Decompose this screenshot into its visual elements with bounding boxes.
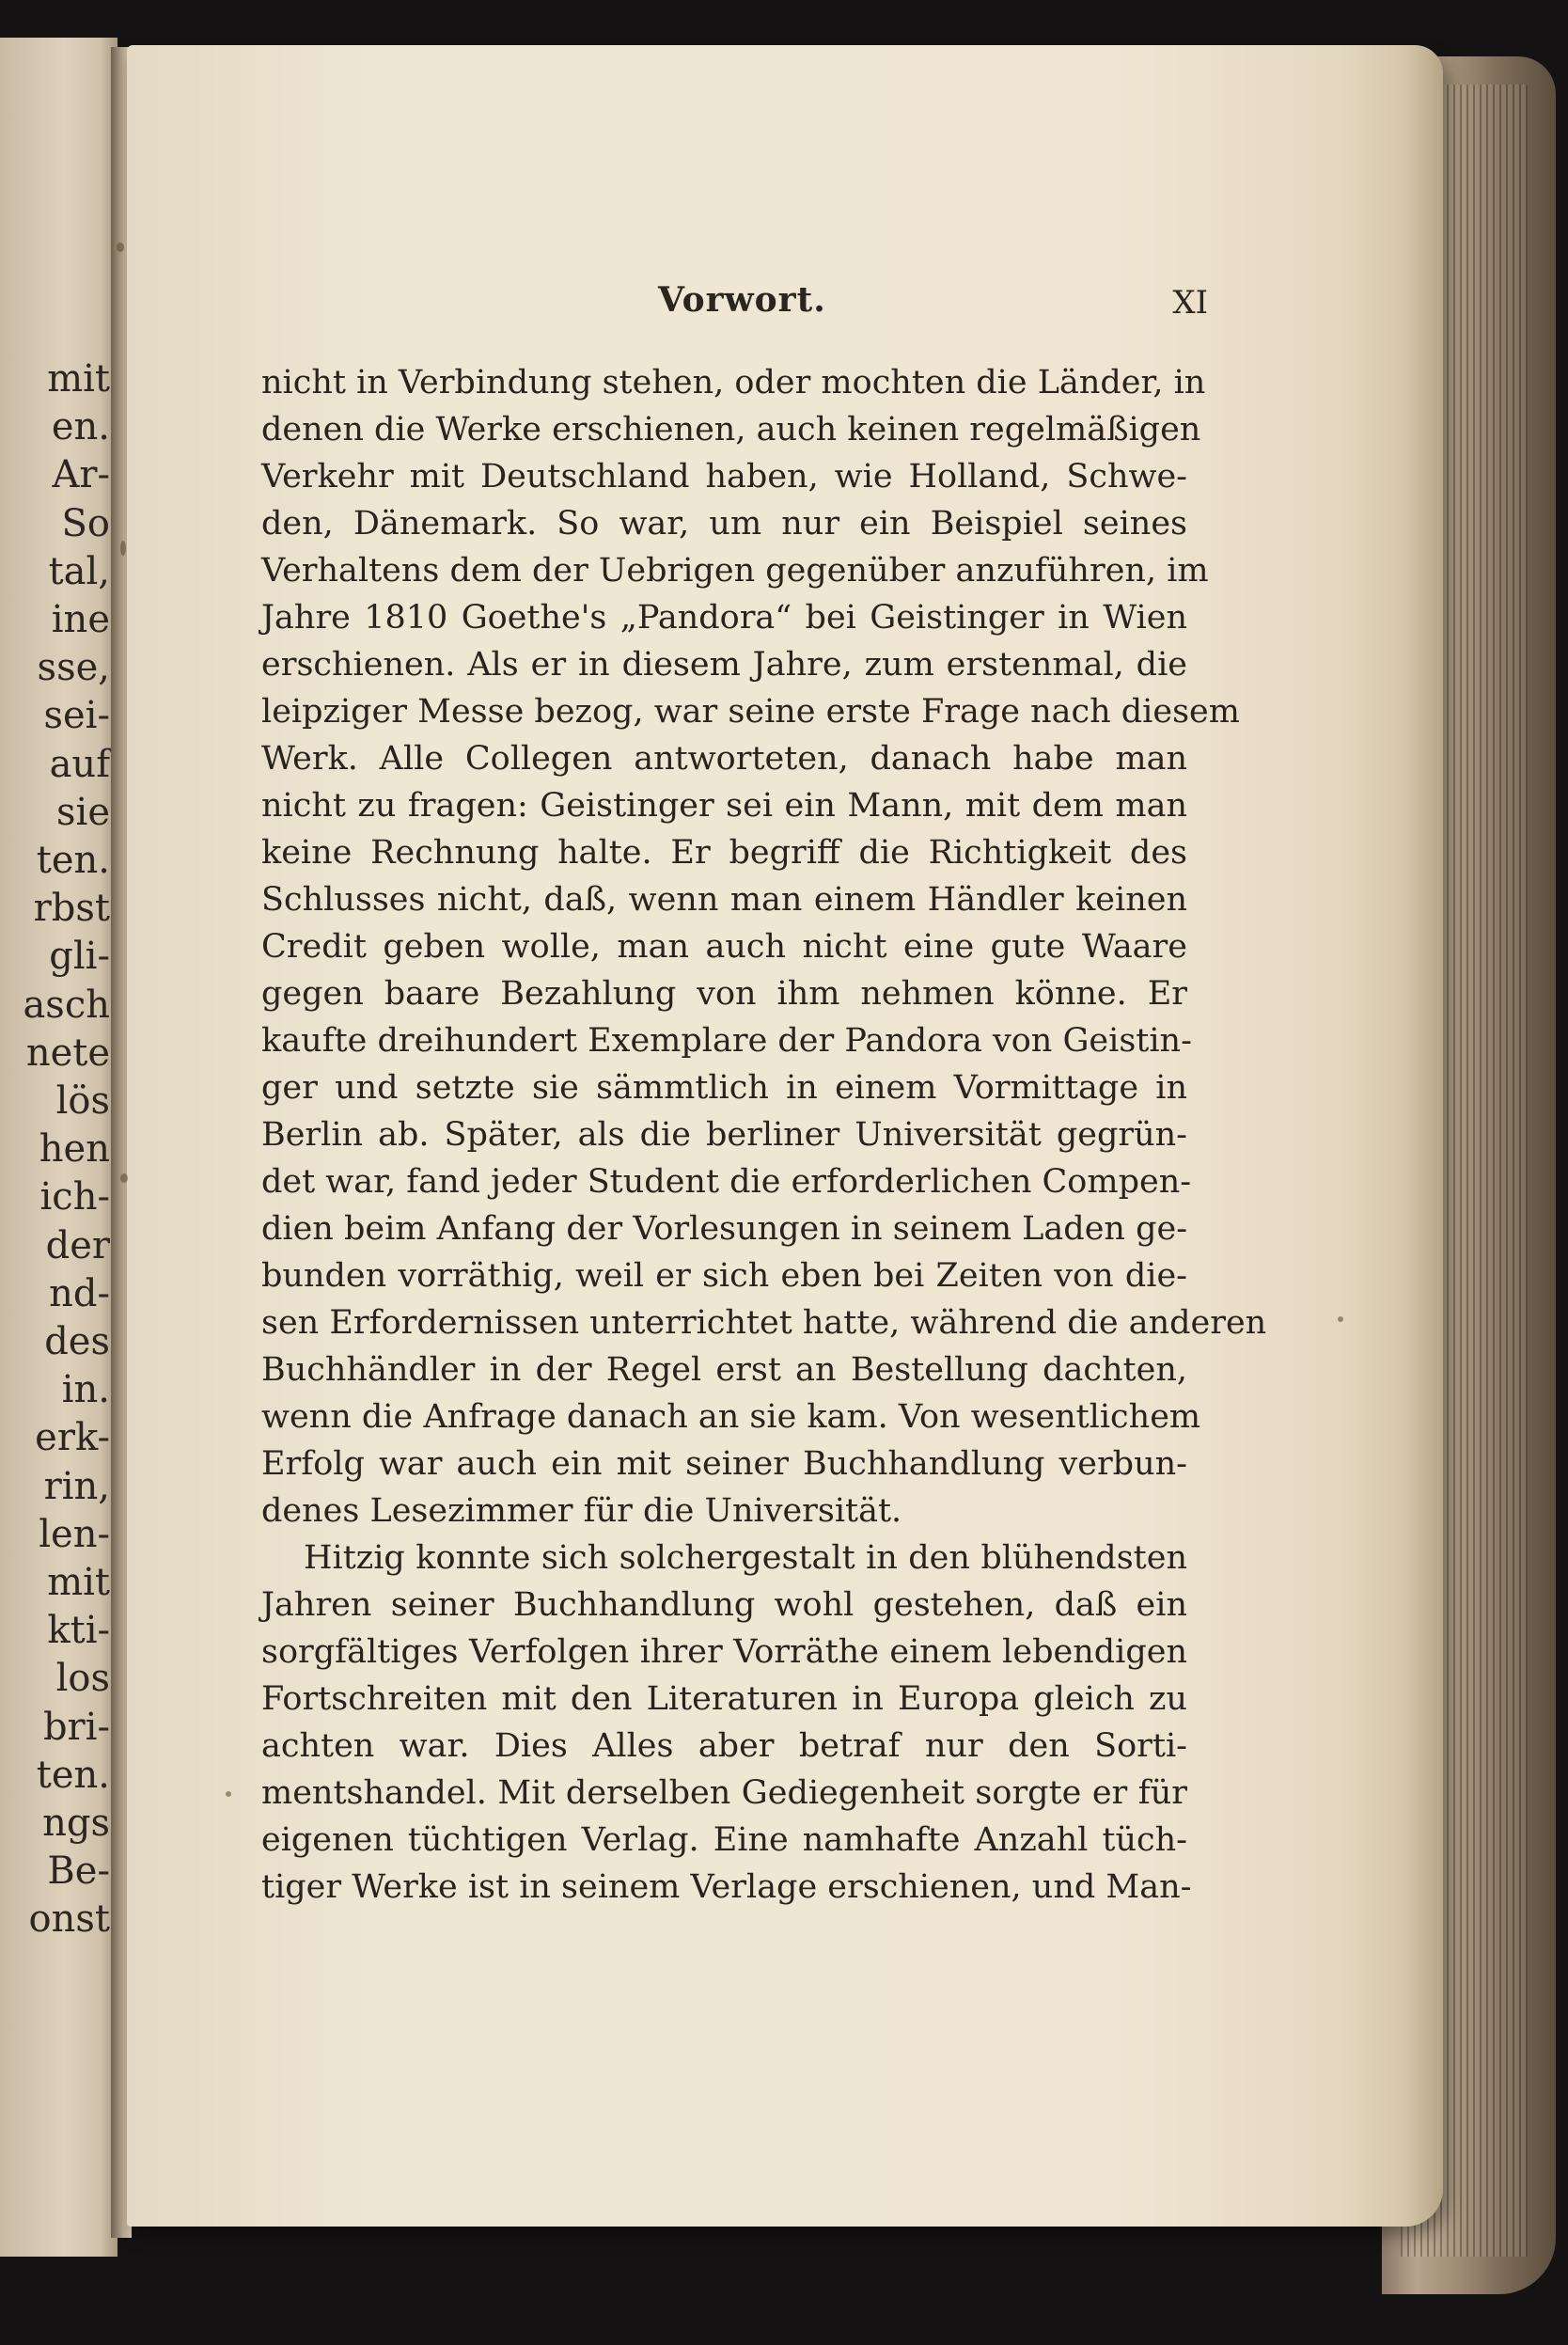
left-page-fragment-text: bri- [42,1705,110,1749]
text-line: Berlin ab. Später, als die berliner Universität gegrün- [261,1116,1187,1154]
text-line: Jahren seiner Buchhandlung wohl gestehen, daß ein [261,1586,1187,1624]
left-page-fragment-text: der [45,1223,110,1267]
text-line: leipziger Messe bezog, war seine erste Frage nach diesem [261,693,1240,731]
text-line: kaufte dreihundert Exemplare der Pandora von Geistin- [261,1022,1192,1060]
left-page-fragment-text: rin, [43,1464,110,1508]
margin-spot [226,1791,231,1797]
text-line: nicht in Verbindung stehen, oder mochten die Länder, in [261,364,1206,401]
text-line: dien beim Anfang der Vorlesungen in seinem Laden ge- [261,1210,1188,1248]
text-line: eigenen tüchtigen Verlag. Eine namhafte Anzahl tüch- [261,1821,1187,1859]
text-line: keine Rechnung halte. Er begriff die Richtigkeit des [261,834,1187,872]
text-line: erschienen. Als er in diesem Jahre, zum erstenmal, die [261,646,1187,684]
text-line: bunden vorräthig, weil er sich eben bei Zeiten von die- [261,1257,1187,1295]
text-line: det war, fand jeder Student die erforderlichen Compen- [261,1163,1192,1201]
text-line: sen Erfordernissen unterrichtet hatte, während die anderen [261,1304,1267,1342]
text-line: Schlusses nicht, daß, wenn man einem Händler keinen [261,881,1187,919]
text-line: den, Dänemark. So war, um nur ein Beispiel seines [261,505,1187,543]
left-page-fragment-text: Be- [47,1849,110,1894]
left-page-fragment-text: kti- [47,1609,110,1653]
left-page-fragment-text: nete [25,1031,110,1075]
left-page-fragment-text: los [55,1657,110,1701]
text-line: wenn die Anfrage danach an sie kam. Von wesentlichem [261,1398,1201,1436]
text-line: achten war. Dies Alles aber betraf nur den Sorti- [261,1727,1187,1765]
left-page-fragment-text: gli- [49,935,110,979]
left-page-fragment-text: sse, [37,646,110,690]
text-line: Hitzig konnte sich solchergestalt in den blühendsten [304,1539,1187,1577]
text-line: sorgfältiges Verfolgen ihrer Vorräthe einem lebendigen [261,1633,1187,1671]
left-page-fragment-text: en. [51,405,110,449]
running-title: Vorwort. [658,280,826,320]
left-page-fragment-text: ich- [39,1175,110,1220]
left-page-fragment-text: Ar- [52,453,110,497]
left-page-fragment-text: ngs [42,1802,110,1845]
left-page-fragment-text: rbst [33,887,110,931]
margin-spot [120,1173,128,1183]
text-line: gegen baare Bezahlung von ihm nehmen könne. Er [261,975,1187,1013]
page-number: XI [1172,284,1208,322]
text-line: Jahre 1810 Goethe's „Pandora“ bei Geistinger in Wien [261,599,1187,637]
text-line: Verkehr mit Deutschland haben, wie Holland, Schwe- [261,458,1187,496]
left-page-fragment-text: lös [55,1079,110,1123]
text-line: Credit geben wolle, man auch nicht eine gute Waare [261,928,1187,966]
left-page-fragment-text: mit [47,357,110,401]
left-page-fragment-text: So [61,501,110,545]
text-line: denes Lesezimmer für die Universität. [261,1492,902,1530]
text-line: Fortschreiten mit den Literaturen in Europa gleich zu [261,1680,1187,1718]
left-page-fragment-text: auf [49,742,110,786]
text-line: Buchhändler in der Regel erst an Bestellung dachten, [261,1351,1187,1389]
left-page-fragment-text: nd- [49,1271,110,1315]
text-line: Verhaltens dem der Uebrigen gegenüber anzuführen, im [261,552,1209,590]
text-line: Erfolg war auch ein mit seiner Buchhandlung verbun- [261,1445,1187,1483]
left-page-fragment-text: des [44,1320,110,1363]
left-page-fragment-text: erk- [35,1416,110,1460]
text-line: ger und setzte sie sämmtlich in einem Vormittage in [261,1069,1187,1107]
left-page-fragment-text: len- [39,1512,110,1556]
left-page [0,38,118,2257]
left-page-fragment-text: onst [28,1897,110,1942]
left-page-fragment-text: ten. [36,1753,110,1797]
text-line: nicht zu fragen: Geistinger sei ein Mann, mit dem man [261,787,1187,825]
left-page-fragment-text: ine [51,598,110,641]
text-line: tiger Werke ist in seinem Verlage erschienen, und Man- [261,1868,1192,1906]
margin-spot [1338,1316,1343,1322]
margin-spot [120,541,126,556]
body-text [261,359,1267,1911]
page-edge-shadow [1405,45,1443,2227]
left-page-fragment-text: sie [56,790,110,834]
left-page-fragment-text: in. [61,1368,110,1412]
left-page-fragment-text: mit [47,1561,110,1604]
margin-spot [117,243,124,252]
text-line: Werk. Alle Collegen antworteten, danach habe man [261,740,1187,778]
left-page-fragment-text: hen [39,1127,110,1172]
left-page-fragment-text: sei- [43,694,110,738]
left-page-fragment-text: ten. [36,839,110,882]
left-page-fragment-text: asch [23,983,110,1027]
text-line: mentshandel. Mit derselben Gediegenheit sorgte er für [261,1774,1187,1812]
left-page-fragment-text: tal, [48,549,110,593]
text-line: denen die Werke erschienen, auch keinen regelmäßigen [261,411,1201,449]
